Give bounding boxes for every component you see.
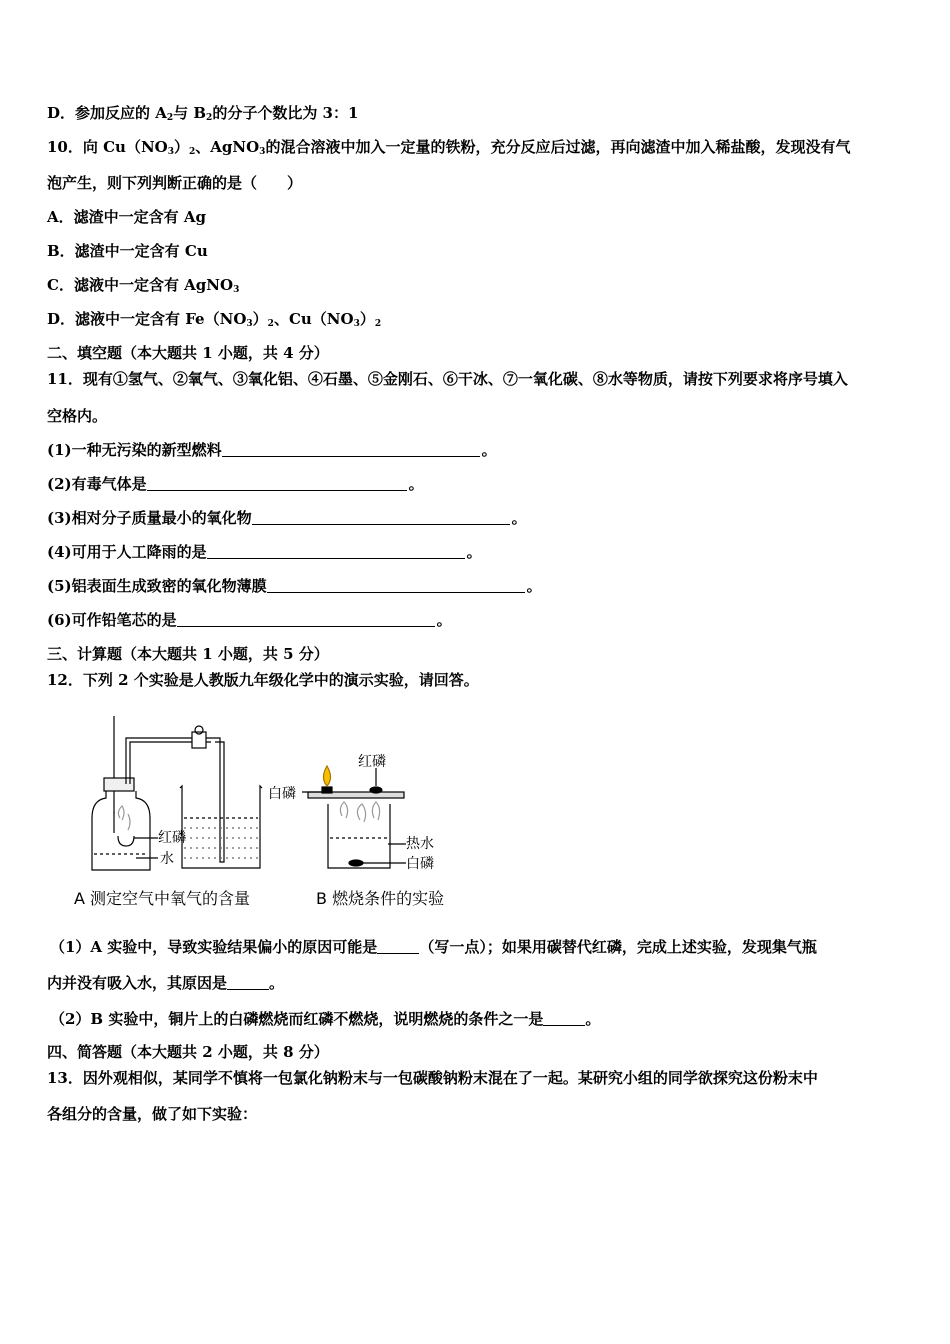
q10-stem-line1: 10．向 $Cu(NO_3)_2$、AgNO$_3$的混合溶液中加入一定量的铁粉，充分反应后过滤，再向滤渣中加入稀盐酸，发现没有气 [47,138,851,157]
apparatus-a [92,716,262,870]
q9-option-d: D．参加反应的 $A_2$与 $B_2$的分子个数比为 3：1 [47,104,359,123]
label-hot-water: 热水 [406,836,434,852]
caption-b: B 燃烧条件的实验 [316,889,445,908]
answer-blank[interactable] [207,543,465,559]
q12-part1-line2: 内并没有吸入水，其原因是 。 [47,974,285,992]
label-red-phosphorus-a: 红磷 [158,830,186,846]
section-3-heading: 三、计算题（本大题共 1 小题，共 5 分） [47,645,329,663]
combustion-spoon [118,836,134,846]
q11-item-5: (5)铝表面生成致密的氧化物薄膜 。 [47,577,542,595]
q10-option-a: A．滤渣中一定含有 Ag [47,208,206,226]
label-red-phosphorus-b: 红磷 [358,754,386,770]
section-2-heading: 二、填空题（本大题共 1 小题，共 4 分） [47,344,329,362]
q10-option-b: B．滤渣中一定含有 Cu [47,242,208,260]
q13-stem-line1: 13．因外观相似，某同学不慎将一包氯化钠粉末与一包碳酸钠粉末混在了一起。某研究小组的同学欲探究这份粉末中 [47,1069,818,1087]
q11-item-2: (2)有毒气体是 。 [47,475,424,493]
q13-stem-line2: 各组分的含量，做了如下实验： [47,1105,258,1123]
q11-stem-line1: 11．现有①氢气、②氧气、③氧化铝、④石墨、⑤金刚石、⑥干冰、⑦一氧化碳、⑧水等物质，请按下列要求将序号填入 [47,370,848,388]
label-white-phosphorus-bottom: 白磷 [406,856,434,872]
beaker-b [328,804,390,868]
experiment-figure [70,708,490,914]
q11-item-3: (3)相对分子质量最小的氧化物 。 [47,509,527,527]
steam-icon [340,802,347,818]
label-water: 水 [160,851,174,867]
q12-stem: 12．下列 2 个实验是人教版九年级化学中的演示实验，请回答。 [47,671,479,689]
answer-blank[interactable] [222,441,480,457]
q11-item-4: (4)可用于人工降雨的是 。 [47,543,482,561]
answer-blank[interactable] [147,475,407,491]
answer-blank[interactable] [227,974,269,990]
smoke-icon [118,806,124,820]
q10-stem-line2: 泡产生，则下列判断正确的是（ ） [47,174,303,192]
caption-a: A 测定空气中氧气的含量 [74,889,251,908]
beaker [180,786,262,868]
q12-part1-line1: （1）A 实验中，导致实验结果偏小的原因可能是 （写一点）；如果用碳替代红磷，完成上述实验，发现集气瓶 [50,938,817,956]
red-phosphorus-b [370,787,382,793]
q10-option-c: C．滤液中一定含有 AgNO$_3$ [47,276,240,295]
answer-blank[interactable] [543,1010,585,1026]
label-white-phosphorus-top: 白磷 [268,786,296,802]
white-phosphorus-bottom [349,860,363,866]
q11-item-6: (6)可作铅笔芯的是 。 [47,611,452,629]
q11-stem-line2: 空格内。 [47,407,108,425]
apparatus-b [302,766,406,868]
flame-icon [324,766,331,786]
answer-blank[interactable] [377,938,419,954]
answer-blank[interactable] [177,611,435,627]
section-4-heading: 四、简答题（本大题共 2 小题，共 8 分） [47,1043,329,1061]
answer-blank[interactable] [252,509,510,525]
q10-option-d: D．滤液中一定含有 $Fe(NO_3)_2$、$Cu(NO_3)_2$ [47,310,382,329]
q12-part2: （2）B 实验中，铜片上的白磷燃烧而红磷不燃烧，说明燃烧的条件之一是 。 [50,1010,601,1028]
q11-item-1: (1)一种无污染的新型燃料 。 [47,441,497,459]
answer-blank[interactable] [267,577,525,593]
